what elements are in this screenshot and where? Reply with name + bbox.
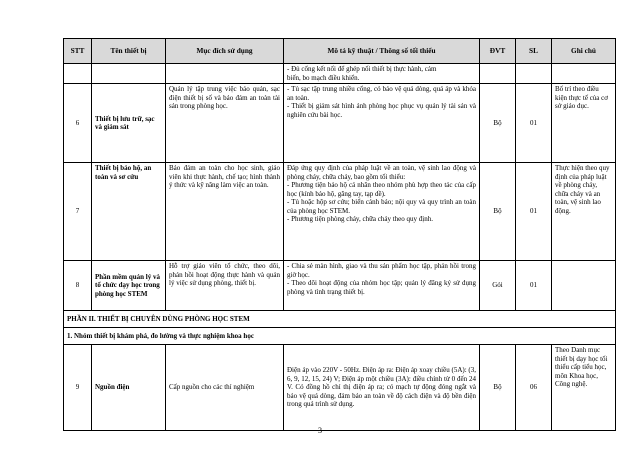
row-note: Thực hiện theo quy định của pháp luật về phòng cháy, chữa cháy và an toàn, vệ sinh lao động. bbox=[552, 163, 616, 261]
header-stt: STT bbox=[64, 39, 92, 64]
table-row-continuation bbox=[64, 64, 616, 84]
continuation-line: biến, bo mạch điều khiển. bbox=[287, 73, 360, 82]
row-unit: Bộ bbox=[480, 84, 516, 163]
row-description bbox=[284, 163, 480, 261]
description-line: - Tủ hoặc hộp sơ cứu; biển cảnh báo; nội quy và quy trình an toàn của phòng học STEM. bbox=[287, 198, 476, 215]
description-line: - Tủ sạc tập trung nhiều cổng, có bảo vệ quá dòng, quá áp và khóa an toàn. bbox=[287, 85, 476, 102]
row-note: Theo Danh mục thiết bị dạy học tối thiểu cấp tiểu học, môn Khoa học, Công nghệ. bbox=[552, 345, 616, 431]
description-line: - Chia sẻ màn hình, giao và thu sản phẩm học tập, phản hồi trong giờ học. bbox=[287, 262, 476, 279]
row-stt: 9 bbox=[64, 345, 92, 431]
row-purpose: Hỗ trợ giáo viên tổ chức, theo dõi, phản hồi hoạt động thực hành và quản lý việc sử dụng phòng, thiết bị. bbox=[166, 261, 284, 311]
row-description bbox=[284, 84, 480, 163]
description-line: - Thiết bị giám sát hình ảnh phòng học phục vụ quản lý tài sản và nghiên cứu bài học. bbox=[287, 102, 476, 119]
continuation-line: - Đủ cổng kết nối để ghép nối thiết bị thực hành, cảm bbox=[287, 65, 437, 73]
section-group-title: 1. Nhóm thiết bị khám phá, đo lường và thực nghiệm khoa học bbox=[64, 328, 616, 345]
continuation-description bbox=[284, 64, 480, 84]
header-quantity: SL bbox=[516, 39, 552, 64]
table-row bbox=[64, 261, 616, 311]
description-line: - Theo dõi hoạt động của nhóm học tập; quản lý đăng ký sử dụng phòng và tình trạng thiết bị. bbox=[287, 279, 476, 296]
row-stt: 7 bbox=[64, 163, 92, 261]
row-unit: Bộ bbox=[480, 345, 516, 431]
row-purpose: Quản lý tập trung việc bảo quản, sạc điện thiết bị số và bảo đảm an toàn tài sản trong phòng học. bbox=[166, 84, 284, 163]
row-quantity: 01 bbox=[516, 261, 552, 311]
section-part-title: PHẦN II. THIẾT BỊ CHUYÊN DÙNG PHÒNG HỌC STEM bbox=[64, 311, 616, 328]
row-device-name: Thiết bị bảo hộ, an toàn và sơ cứu bbox=[92, 163, 166, 261]
row-note bbox=[552, 261, 616, 311]
table-row bbox=[64, 84, 616, 163]
description-line: - Phương tiện phòng cháy, chữa cháy theo quy định. bbox=[287, 215, 433, 224]
row-quantity: 01 bbox=[516, 84, 552, 163]
description-line: - Phương tiện bảo hộ cá nhân theo nhóm phù hợp theo tác của cấp học (kính bảo hộ, găng tay, tạp dề). bbox=[287, 181, 476, 198]
description-line: Đáp ứng quy định của pháp luật về an toàn, vệ sinh lao động và phòng cháy, chữa cháy, bao gồm tối thiểu: bbox=[287, 164, 476, 181]
header-purpose: Mục đích sử dụng bbox=[166, 39, 284, 64]
equipment-table bbox=[63, 38, 616, 431]
header-note: Ghi chú bbox=[552, 39, 616, 64]
table-row bbox=[64, 345, 616, 431]
table-header-row bbox=[64, 39, 616, 64]
row-device-name: Phần mềm quản lý và tổ chức dạy học trong phòng học STEM bbox=[92, 261, 166, 311]
section-heading-row bbox=[64, 311, 616, 328]
row-purpose: Bảo đảm an toàn cho học sinh, giáo viên khi thực hành, chế tạo; hình thành ý thức và kỹ năng làm việc an toàn. bbox=[166, 163, 284, 261]
document-page bbox=[63, 38, 615, 431]
row-purpose: Cấp nguồn cho các thí nghiệm bbox=[166, 345, 284, 431]
row-device-name: Nguồn điện bbox=[92, 345, 166, 431]
row-unit: Gói bbox=[480, 261, 516, 311]
row-quantity: 01 bbox=[516, 163, 552, 261]
row-quantity: 06 bbox=[516, 345, 552, 431]
row-stt: 6 bbox=[64, 84, 92, 163]
row-stt: 8 bbox=[64, 261, 92, 311]
section-subheading-row bbox=[64, 328, 616, 345]
row-device-name: Thiết bị lưu trữ, sạc và giám sát bbox=[92, 84, 166, 163]
header-unit: ĐVT bbox=[480, 39, 516, 64]
row-note: Bố trí theo điều kiện thực tế của cơ sở giáo dục. bbox=[552, 84, 616, 163]
table-row bbox=[64, 163, 616, 261]
row-unit: Bộ bbox=[480, 163, 516, 261]
page-number: 3 bbox=[318, 426, 322, 435]
header-device-name: Tên thiết bị bbox=[92, 39, 166, 64]
header-description: Mô tả kỹ thuật / Thông số tối thiểu bbox=[284, 39, 480, 64]
row-description: Điện áp vào 220V - 50Hz. Điện áp ra: Điện áp xoay chiều (5A): (3, 6, 9, 12, 15, 24) V; Điện áp một chiều (3A): điều chỉnh từ 0 đến 24 V. Có đồng hồ chỉ thị điện áp ra; có mạch tự động đóng ngắt và bảo vệ quá dòng, đảm bảo an toàn về độ cách điện và độ bền điện trong quá trình sử dụng. bbox=[284, 345, 480, 431]
row-description bbox=[284, 261, 480, 311]
